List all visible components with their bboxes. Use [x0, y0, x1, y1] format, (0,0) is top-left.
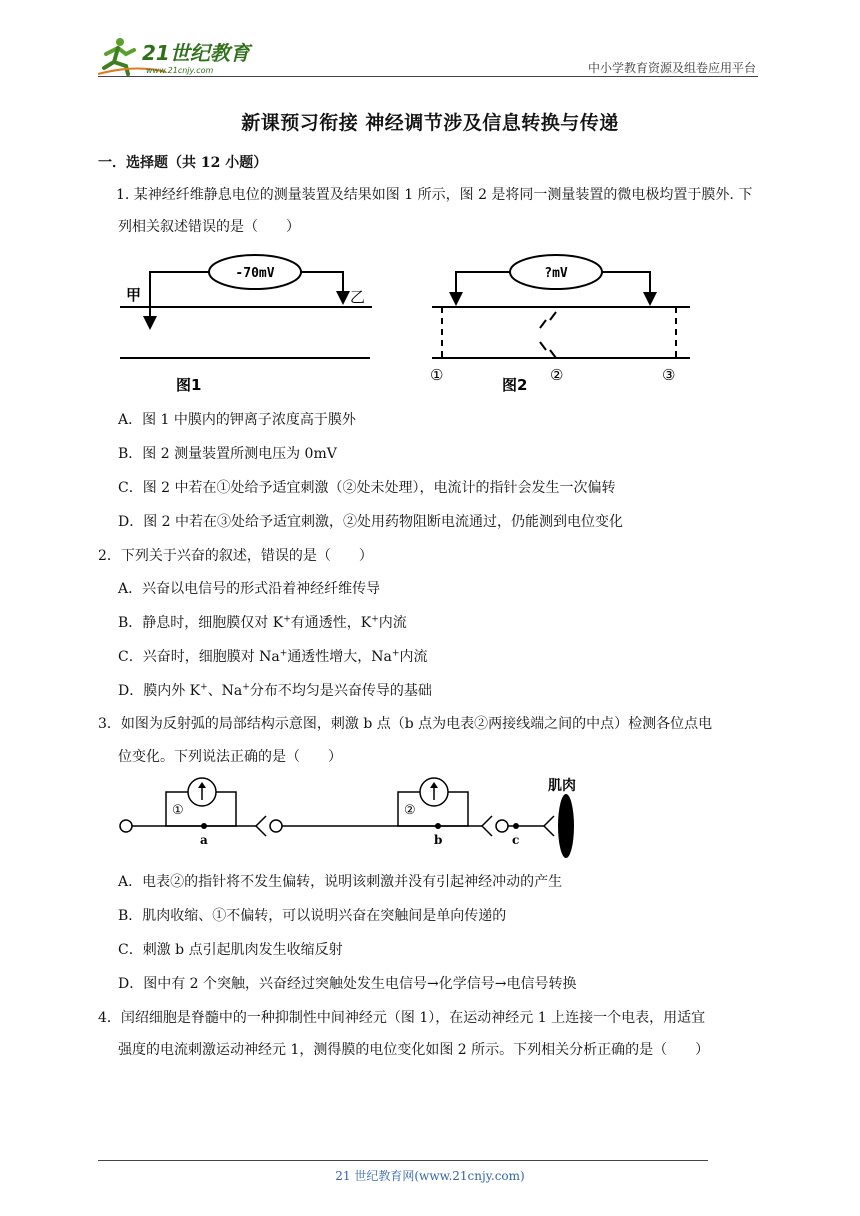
q3-option-d: D．图中有 2 个突触，兴奋经过突触处发生电信号→化学信号→电信号转换 [118, 976, 577, 992]
muscle-label: 肌肉 [548, 778, 576, 794]
q3-stem-line1: 3．如图为反射弧的局部结构示意图，刺激 b 点（b 点为电表②两接线端之间的中点）检测各位点电 [98, 716, 713, 732]
q1-stem-line1: 1. 某神经纤维静息电位的测量装置及结果如图 1 所示，图 2 是将同一测量装置的微电极均置于膜外. 下 [116, 187, 753, 203]
figure-1 [120, 255, 372, 394]
meter-1-label: ① [172, 803, 184, 818]
figure-2-label: 图2 [502, 376, 528, 394]
q2-option-d: D．膜内外 K+、Na+分布不均匀是兴奋传导的基础 [118, 682, 432, 699]
point-c-label: c [512, 833, 520, 847]
q3-reflex-arc-figure [116, 772, 596, 862]
q4-stem-line1: 4．闰绍细胞是脊髓中的一种抑制性中间神经元（图 1），在运动神经元 1 上连接一个电表，用适宜 [98, 1010, 706, 1026]
point-b-label: b [434, 833, 443, 847]
logo-url: www.21cnjy.com [146, 66, 214, 75]
figure-2 [430, 255, 690, 394]
figure-1-label: 图1 [176, 376, 202, 394]
page-title: 新课预习衔接 神经调节涉及信息转换与传递 [241, 112, 619, 134]
site-tagline: 中小学教育资源及组卷应用平台 [587, 61, 756, 75]
q1-option-d: D．图 2 中若在③处给予适宜刺激，②处用药物阻断电流通过，仍能测到电位变化 [118, 514, 624, 530]
point-a-label: a [200, 833, 208, 847]
footer-divider [98, 1160, 708, 1161]
q2-option-c: C．兴奋时，细胞膜对 Na+通透性增大，Na+内流 [118, 648, 428, 665]
electrode-yi: 乙 [350, 288, 366, 306]
q3-stem-line2: 位变化。下列说法正确的是（ ） [118, 749, 342, 765]
site-1-label: ① [430, 366, 444, 384]
q1-option-b: B．图 2 测量装置所测电压为 0mV [118, 446, 337, 462]
q2-stem: 2．下列关于兴奋的叙述，错误的是（ ） [98, 548, 373, 564]
footer-link[interactable]: 21 世纪教育网(www.21cnjy.com) [335, 1169, 525, 1183]
q1-option-c: C．图 2 中若在①处给予适宜刺激（②处未处理），电流计的指针会发生一次偏转 [118, 480, 616, 496]
q4-stem-line2: 强度的电流刺激运动神经元 1，测得膜的电位变化如图 2 所示。下列相关分析正确的是（ ） [118, 1042, 710, 1058]
site-logo [96, 34, 256, 78]
q3-option-c: C．刺激 b 点引起肌肉发生收缩反射 [118, 942, 343, 958]
q1-figure [110, 250, 710, 400]
q2-option-a: A．兴奋以电信号的形式沿着神经纤维传导 [118, 581, 381, 597]
electrode-jia: 甲 [126, 286, 142, 304]
meter-2-label: ② [404, 803, 416, 818]
q3-option-a: A．电表②的指针将不发生偏转，说明该刺激并没有引起神经冲动的产生 [118, 874, 563, 890]
q3-option-b: B．肌肉收缩、①不偏转，可以说明兴奋在突触间是单向传递的 [118, 908, 507, 924]
voltmeter-2-reading: ?mV [544, 266, 568, 281]
site-2-label: ② [550, 366, 564, 384]
section-heading: 一．选择题（共 12 小题） [98, 155, 268, 171]
q1-option-a: A．图 1 中膜内的钾离子浓度高于膜外 [118, 412, 356, 428]
muscle-shape [558, 794, 574, 858]
q2-option-b: B．静息时，细胞膜仅对 K+有通透性，K+内流 [118, 614, 407, 631]
logo-text: 21世纪教育 [142, 41, 250, 65]
q1-stem-line2: 列相关叙述错误的是（ ） [118, 219, 300, 235]
voltmeter-1-reading: -70mV [235, 266, 275, 281]
site-3-label: ③ [662, 366, 676, 384]
header-divider [98, 76, 758, 77]
